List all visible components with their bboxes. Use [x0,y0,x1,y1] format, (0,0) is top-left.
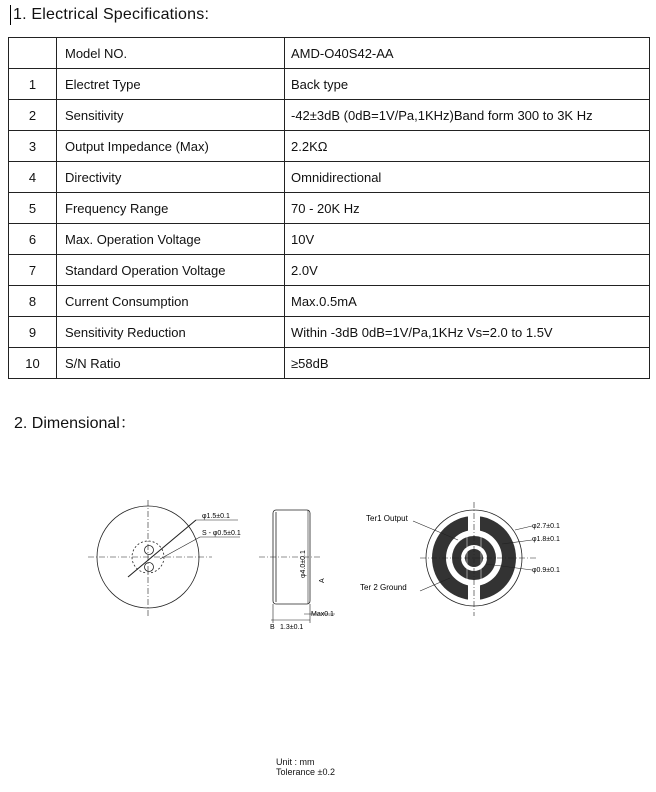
table-cell-value: Back type [285,69,650,100]
side-view [259,510,335,623]
table-cell-item: Sensitivity Reduction [57,317,285,348]
dimension-drawing [0,440,656,760]
table-cell-no: 5 [9,193,57,224]
table-cell-value: 2.2KΩ [285,131,650,162]
table-cell-value: Max.0.5mA [285,286,650,317]
table-row [9,162,650,193]
table-cell-value: Within -3dB 0dB=1V/Pa,1KHz Vs=2.0 to 1.5V [285,317,650,348]
table-row [9,69,650,100]
table-cell-no: 9 [9,317,57,348]
table-row [9,286,650,317]
table-cell-no: 3 [9,131,57,162]
table-cell-no: 10 [9,348,57,379]
table-cell-value: 70 - 20K Hz [285,193,650,224]
table-row [9,100,650,131]
table-cell-no: 4 [9,162,57,193]
table-cell-no [9,38,57,69]
table-cell-no: 8 [9,286,57,317]
side-b-mark: B [270,624,275,631]
table-cell-item: Max. Operation Voltage [57,224,285,255]
table-row [9,131,650,162]
side-a-mark: A [319,578,326,583]
side-diameter-label: φ4.0±0.1 [300,550,307,578]
side-max-label: Max0.1 [311,611,334,618]
table-cell-item: Electret Type [57,69,285,100]
table-cell-value: AMD-O40S42-AA [285,38,650,69]
front-hole-label: S - φ0.5±0.1 [202,530,241,537]
table-cell-item: S/N Ratio [57,348,285,379]
side-height-label: 1.3±0.1 [280,624,304,631]
table-row [9,193,650,224]
footer-notes [276,757,335,777]
table-cell-value: -42±3dB (0dB=1V/Pa,1KHz)Band form 300 to 3K Hz [285,100,650,131]
section-title-electrical: 1. Electrical Specifications: [10,5,209,25]
unit-note: Unit : mm [276,757,315,767]
table-cell-value: 2.0V [285,255,650,286]
table-cell-value: 10V [285,224,650,255]
ter2-ground-label: Ter 2 Ground [360,583,407,592]
table-cell-item: Model NO. [57,38,285,69]
back-diameter-3: φ0.9±0.1 [532,567,560,574]
table-cell-item: Frequency Range [57,193,285,224]
table-cell-value: ≥58dB [285,348,650,379]
table-header-row [9,38,650,69]
table-row [9,348,650,379]
spec-table [8,37,650,379]
table-row [9,255,650,286]
ter1-output-label: Ter1 Output [366,514,408,523]
tolerance-note: Tolerance ±0.2 [276,767,335,777]
table-cell-no: 1 [9,69,57,100]
table-cell-value: Omnidirectional [285,162,650,193]
front-hole-diameter: φ1.5±0.1 [202,513,230,520]
back-diameter-1: φ2.7±0.1 [532,523,560,530]
table-cell-item: Current Consumption [57,286,285,317]
table-row [9,224,650,255]
table-row [9,317,650,348]
section-title-dimensional: 2. Dimensional： [14,415,136,432]
table-cell-item: Standard Operation Voltage [57,255,285,286]
back-view [413,502,536,616]
table-cell-no: 6 [9,224,57,255]
table-cell-item: Output Impedance (Max) [57,131,285,162]
table-cell-item: Directivity [57,162,285,193]
back-diameter-2: φ1.8±0.1 [532,536,560,543]
table-cell-no: 7 [9,255,57,286]
table-cell-item: Sensitivity [57,100,285,131]
table-cell-no: 2 [9,100,57,131]
